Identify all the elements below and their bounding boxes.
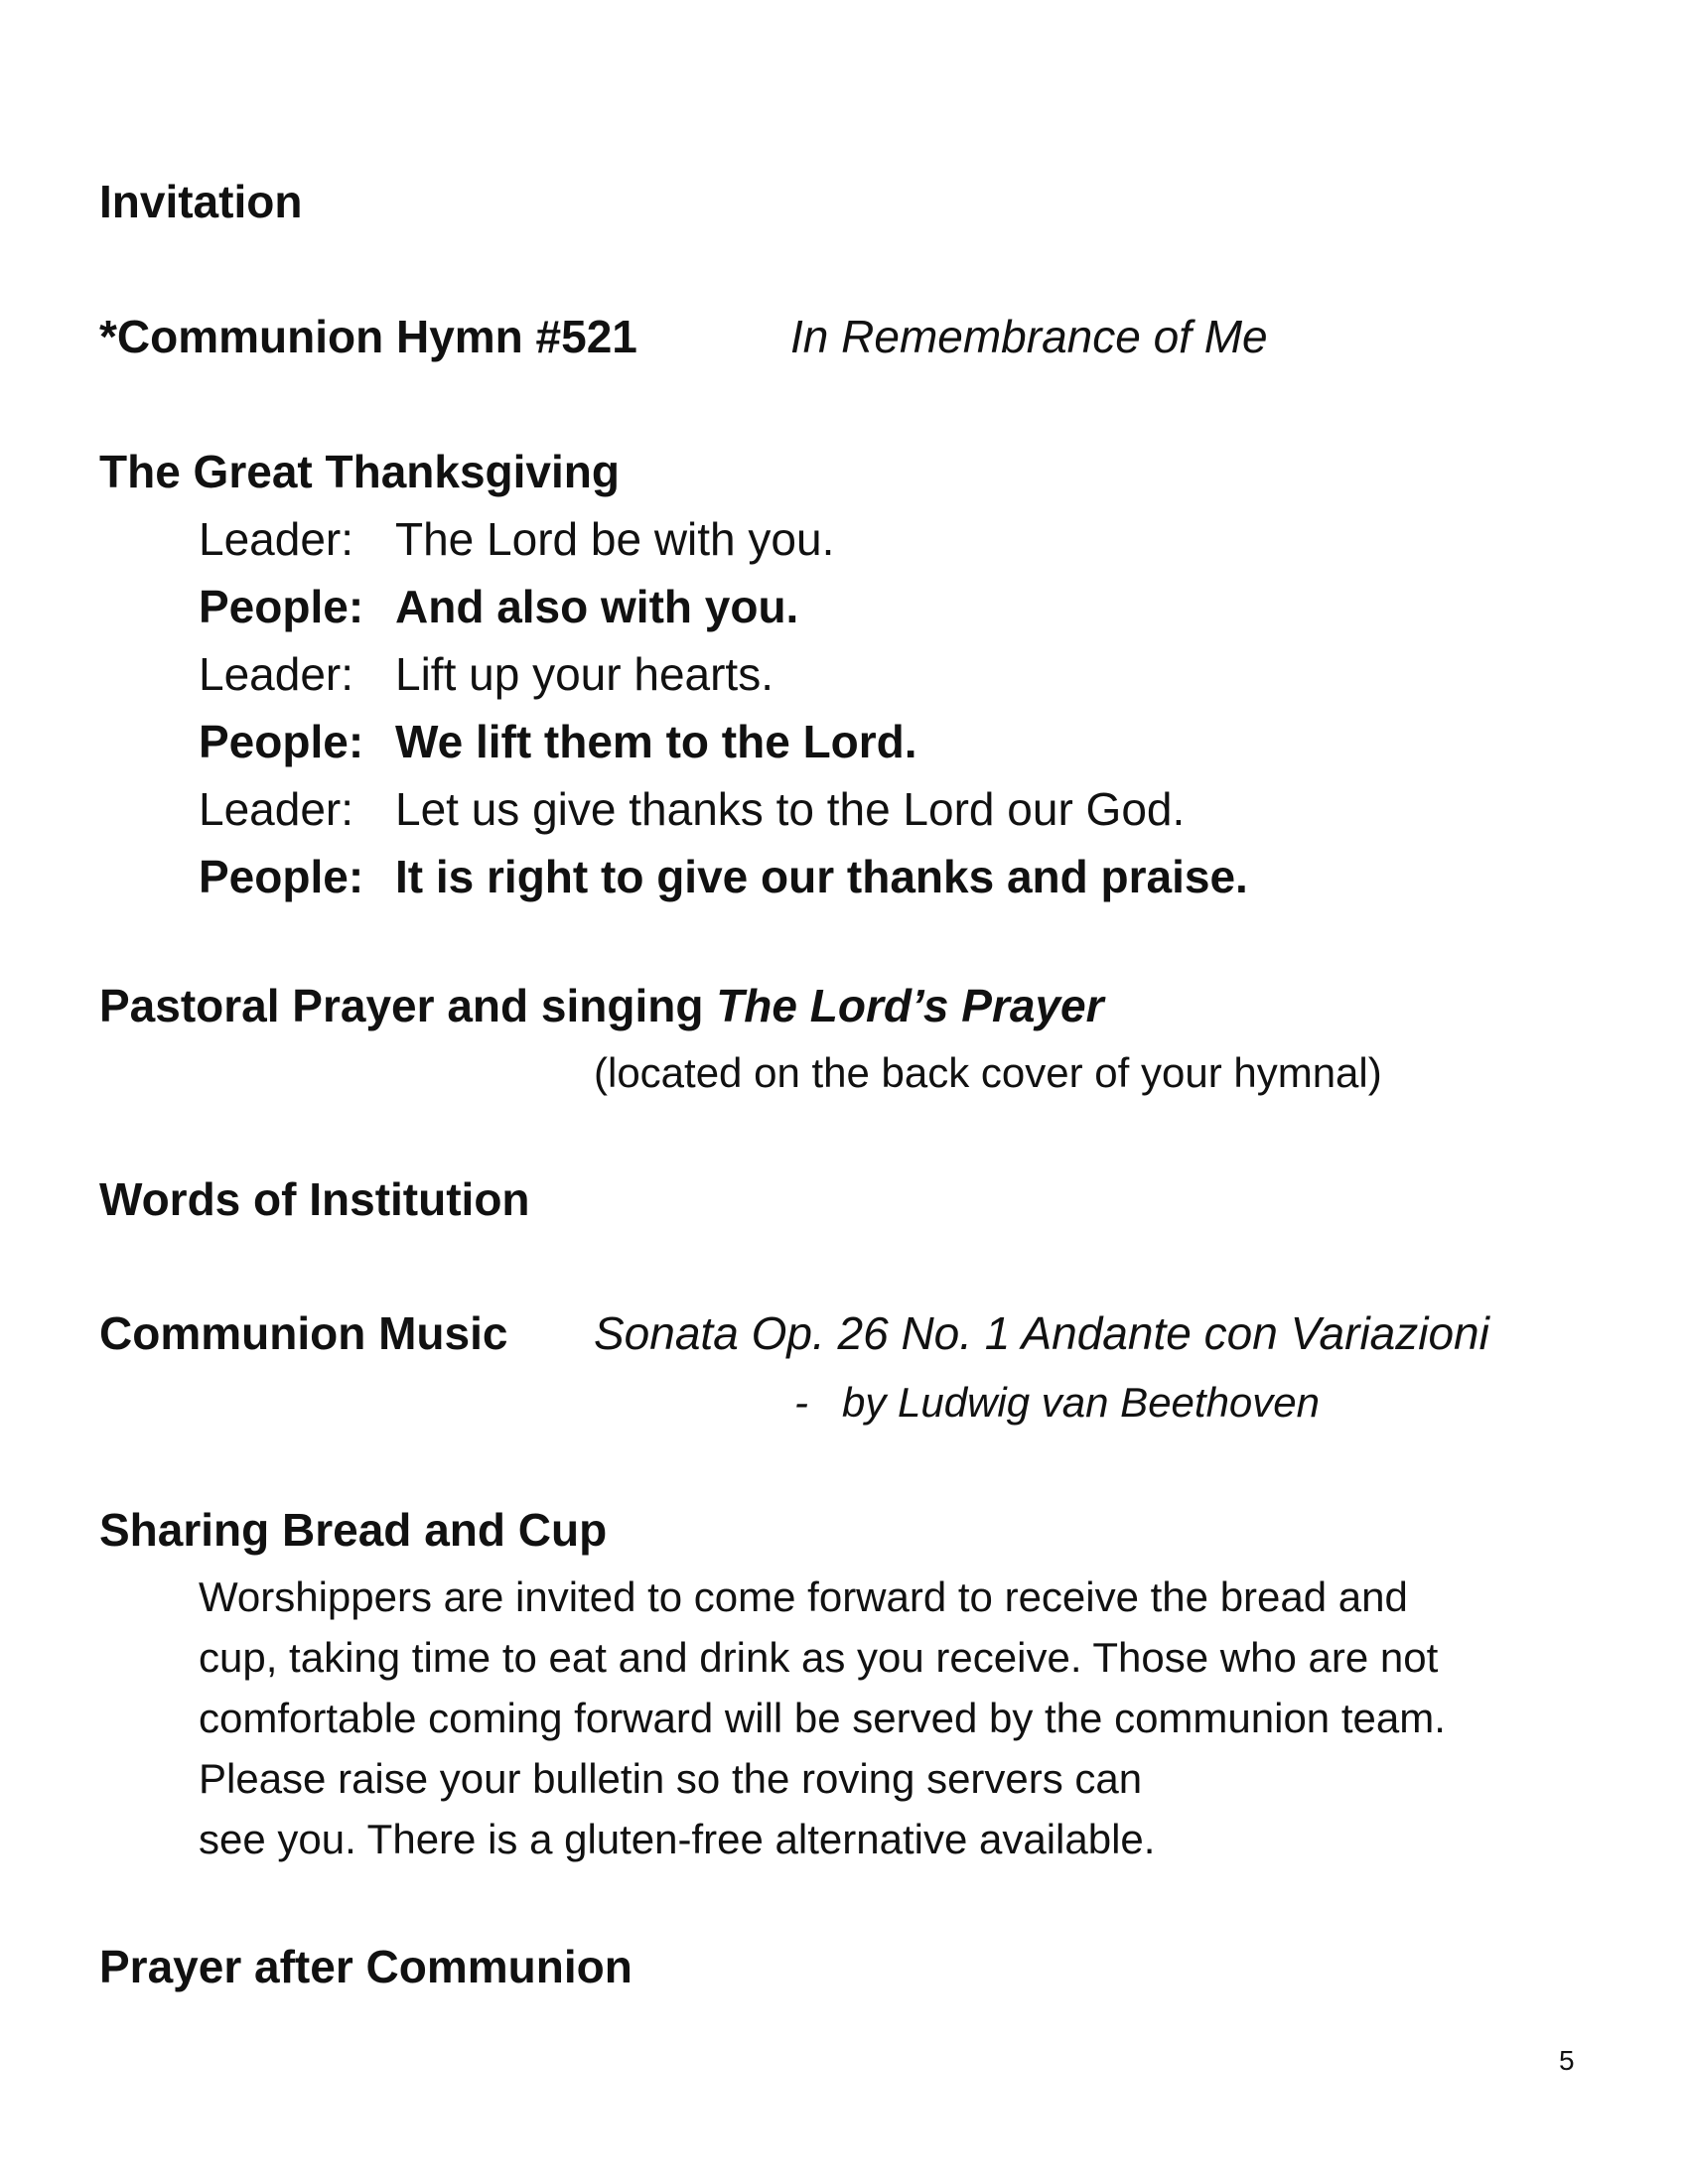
hymnal-location-note: (located on the back cover of your hymnal) bbox=[594, 1049, 1382, 1096]
page-number: 5 bbox=[1559, 2045, 1575, 2076]
speaker-label: Leader: bbox=[199, 648, 354, 700]
sharing-instructions bbox=[199, 1567, 1446, 1869]
litany-text: Lift up your hearts. bbox=[395, 648, 774, 700]
paragraph-line: comfortable coming forward will be served by the communion team. bbox=[199, 1695, 1446, 1741]
litany-text: It is right to give our thanks and praise. bbox=[395, 851, 1248, 902]
pastoral-prayer-text: Pastoral Prayer and singing bbox=[99, 980, 717, 1031]
heading-prayer-after-communion: Prayer after Communion bbox=[99, 1941, 633, 1992]
heading-invitation: Invitation bbox=[99, 176, 303, 227]
paragraph-line: see you. There is a gluten-free alternative available. bbox=[199, 1816, 1156, 1862]
heading-sharing-bread-cup: Sharing Bread and Cup bbox=[99, 1504, 608, 1556]
litany-text: And also with you. bbox=[395, 581, 799, 632]
paragraph-line: cup, taking time to eat and drink as you receive. Those who are not bbox=[199, 1634, 1439, 1681]
litany-text: We lift them to the Lord. bbox=[395, 716, 917, 767]
lords-prayer-title: The Lord’s Prayer bbox=[716, 980, 1104, 1031]
paragraph-line: Please raise your bulletin so the roving servers can bbox=[199, 1755, 1143, 1802]
communion-music-label: Communion Music bbox=[99, 1307, 508, 1359]
heading-great-thanksgiving: The Great Thanksgiving bbox=[99, 446, 620, 497]
composer-dash: - bbox=[794, 1379, 808, 1426]
paragraph-line: Worshippers are invited to come forward to receive the bread and bbox=[199, 1573, 1408, 1620]
composer-credit: by Ludwig van Beethoven bbox=[842, 1379, 1321, 1426]
litany-text: Let us give thanks to the Lord our God. bbox=[395, 783, 1186, 835]
speaker-label: People: bbox=[199, 851, 364, 902]
speaker-label: Leader: bbox=[199, 783, 354, 835]
speaker-label: Leader: bbox=[199, 513, 354, 565]
communion-music-title: Sonata Op. 26 No. 1 Andante con Variazioni bbox=[594, 1307, 1489, 1359]
speaker-label: People: bbox=[199, 716, 364, 767]
speaker-label: People: bbox=[199, 581, 364, 632]
communion-hymn-label: *Communion Hymn #521 bbox=[99, 311, 637, 362]
communion-hymn-title: In Remembrance of Me bbox=[790, 311, 1268, 362]
litany-text: The Lord be with you. bbox=[395, 513, 835, 565]
heading-pastoral-prayer bbox=[99, 980, 1104, 1031]
heading-words-of-institution: Words of Institution bbox=[99, 1173, 530, 1225]
